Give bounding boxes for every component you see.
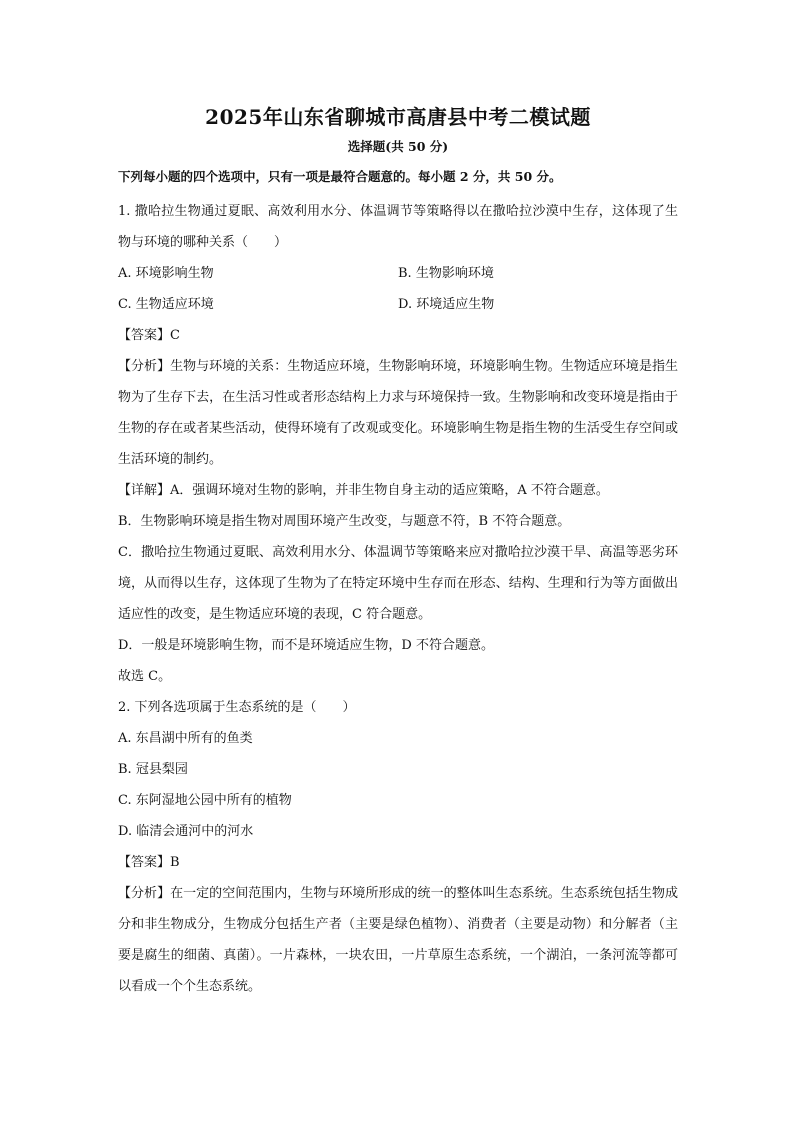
question-2-answer: 【答案】B	[118, 855, 180, 870]
question-2-option-d: D. 临清会通河中的河水	[118, 824, 254, 839]
question-1	[118, 196, 678, 692]
question-1-analysis: 【分析】生物与环境的关系：生物适应环境，生物影响环境，环境影响生物。生物适应环境是指生物为了生存下去，在生活习性或者形态结构上力求与环境保持一致。生物影响和改变环境是指由于生物的存在或者某些活动，使得环境有了改观或变化。环境影响生物是指生物的生活受生存空间或生活环境的制约。	[118, 359, 678, 467]
question-1-options	[118, 258, 678, 320]
question-1-answer: 【答案】C	[118, 328, 180, 343]
question-2-stem: 2. 下列各选项属于生态系统的是（ ）	[118, 700, 356, 715]
exam-page	[118, 100, 678, 1002]
question-2-analysis: 【分析】在一定的空间范围内，生物与环境所形成的统一的整体叫生态系统。生态系统包括生物成分和非生物成分，生物成分包括生产者（主要是绿色植物）、消费者（主要是动物）和分解者（主要是腐生的细菌、真菌）。一片森林，一块农田，一片草原生态系统，一个湖泊，一条河流等都可以看成一个个生态系统。	[118, 886, 678, 994]
question-1-detail-a: 【详解】A．强调环境对生物的影响，并非生物自身主动的适应策略，A 不符合题意。	[118, 483, 609, 498]
question-2-option-c: C. 东阿湿地公园中所有的植物	[118, 793, 292, 808]
question-2-option-b: B. 冠县梨园	[118, 762, 188, 777]
question-1-option-a: A. 环境影响生物	[118, 266, 214, 281]
question-1-stem: 1. 撒哈拉生物通过夏眠、高效利用水分、体温调节等策略得以在撒哈拉沙漠中生存，这体现了生物与环境的哪种关系（ ）	[118, 204, 678, 250]
question-1-option-b: B. 生物影响环境	[398, 266, 494, 281]
instructions: 下列每小题的四个选项中，只有一项是最符合题意的。每小题 2 分，共 50 分。	[118, 169, 562, 184]
question-1-detail-d: D．一般是环境影响生物，而不是环境适应生物，D 不符合题意。	[118, 638, 494, 653]
page-title: 2025年山东省聊城市高唐县中考二模试题	[205, 105, 591, 129]
question-1-conclusion: 故选 C。	[118, 669, 172, 684]
section-title: 选择题(共 50 分)	[347, 139, 449, 154]
question-2	[118, 692, 678, 1002]
question-1-option-c: C. 生物适应环境	[118, 297, 214, 312]
question-1-detail-b: B．生物影响环境是指生物对周围环境产生改变，与题意不符，B 不符合题意。	[118, 514, 571, 529]
question-2-option-a: A. 东昌湖中所有的鱼类	[118, 731, 253, 746]
question-1-detail-c: C．撒哈拉生物通过夏眠、高效利用水分、体温调节等策略来应对撒哈拉沙漠干旱、高温等恶劣环境，从而得以生存，这体现了生物为了在特定环境中生存而在形态、结构、生理和行为等方面做出适应性的改变，是生物适应环境的表现，C 符合题意。	[118, 545, 678, 622]
question-1-option-d: D. 环境适应生物	[398, 297, 495, 312]
